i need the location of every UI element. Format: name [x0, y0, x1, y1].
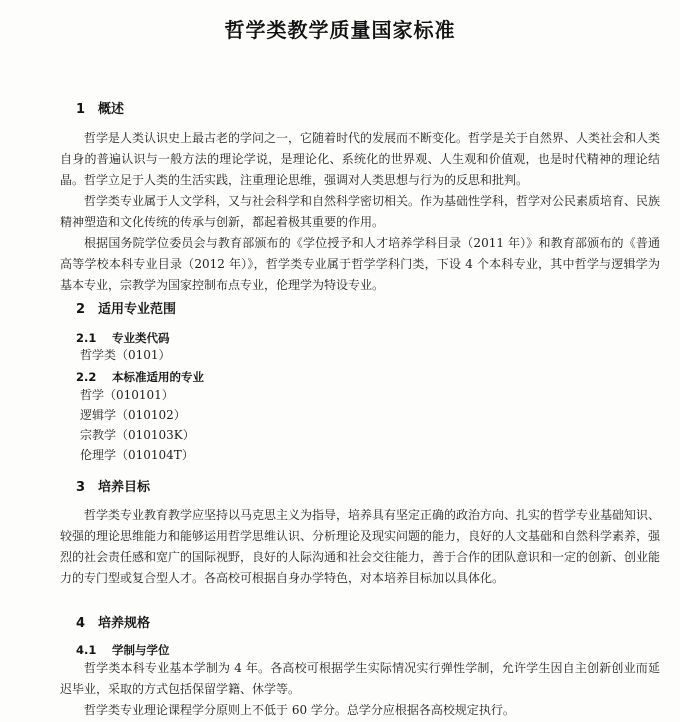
section-2-heading: [76, 298, 176, 317]
section-number: 4: [76, 616, 86, 631]
section-number: 1: [76, 102, 86, 117]
section-number: 3: [76, 480, 86, 495]
section-1-paragraph-1: 哲学是人类认识史上最古老的学问之一，它随着时代的发展而不断变化。哲学是关于自然界、人类社会和人类自身的普遍认识与一般方法的理论学说，是理论化、系统化的世界观、人生观和价值观，也是时代精神的理论结晶。哲学立足于人类的生活实践，注重理论思维，强调对人类思想与行为的反思和批判。: [60, 131, 661, 187]
section-title: 适用专业范围: [98, 302, 177, 317]
section-number: 2: [76, 302, 86, 317]
subsection-number: 4.1: [76, 643, 97, 657]
section-1-paragraph-3: 根据国务院学位委员会与教育部颁布的《学位授予和人才培养学科目录（2011 年）》和教育部颁布的《普通高等学校本科专业目录（2012 年）》，哲学类专业属于哲学学科门类，下设 4 个本科专业，其中哲学与逻辑学为基本专业，宗教学为国家控制布点专业，伦理学为特设专业。: [60, 236, 660, 292]
subsection-title: 学制与学位: [112, 643, 170, 657]
section-title: 培养规格: [98, 616, 151, 631]
document-title: 哲学类教学质量国家标准: [224, 18, 456, 42]
major-line-religion: 宗教学（010103K）: [80, 428, 195, 442]
major-line-philosophy: 哲学（010101）: [80, 388, 174, 402]
subsection-4-1-heading: [76, 642, 170, 658]
section-4-1-paragraph-2: 哲学类专业理论课程学分原则上不低于 60 学分。总学分应根据各高校规定执行。: [84, 703, 515, 717]
section-4-1-paragraph-1: 哲学类本科专业基本学制为 4 年。各高校可根据学生实际情况实行弹性学制，允许学生因自主创新创业而延迟毕业，采取的方式包括保留学籍、休学等。: [60, 661, 660, 696]
section-1-paragraph-2: 哲学类专业属于人文学科，又与社会科学和自然科学密切相关。作为基础性学科，哲学对公民素质培育、民族精神塑造和文化传统的传承与创新，都起着极其重要的作用。: [60, 194, 661, 229]
major-line-logic: 逻辑学（010102）: [80, 408, 186, 422]
section-3-heading: [76, 476, 150, 495]
section-title: 培养目标: [98, 480, 151, 495]
section-title: 概述: [98, 102, 125, 117]
subsection-2-2-heading: [76, 369, 204, 385]
subsection-number: 2.2: [76, 370, 97, 384]
section-3-paragraph-1: 哲学类专业教育教学应坚持以马克思主义为指导，培养具有坚定正确的政治方向、扎实的哲学专业基础知识、较强的理论思维能力和能够运用哲学思维认识、分析理论及现实问题的能力，良好的人文基础和自然科学素养，强烈的社会责任感和宽广的国际视野，良好的人际沟通和社会交往能力，善于合作的团队意识和一定的创新、创业能力的专门型或复合型人才。各高校可根据自身办学特色，对本培养目标加以具体化。: [60, 508, 661, 585]
category-code-line: 哲学类（0101）: [80, 348, 171, 362]
section-4-heading: [76, 612, 150, 631]
section-1-heading: [76, 98, 124, 117]
subsection-title: 本标准适用的专业: [112, 370, 204, 384]
subsection-title: 专业类代码: [112, 331, 170, 345]
major-line-ethics: 伦理学（010104T）: [80, 448, 194, 462]
subsection-2-1-heading: [76, 330, 170, 346]
subsection-number: 2.1: [76, 331, 97, 345]
